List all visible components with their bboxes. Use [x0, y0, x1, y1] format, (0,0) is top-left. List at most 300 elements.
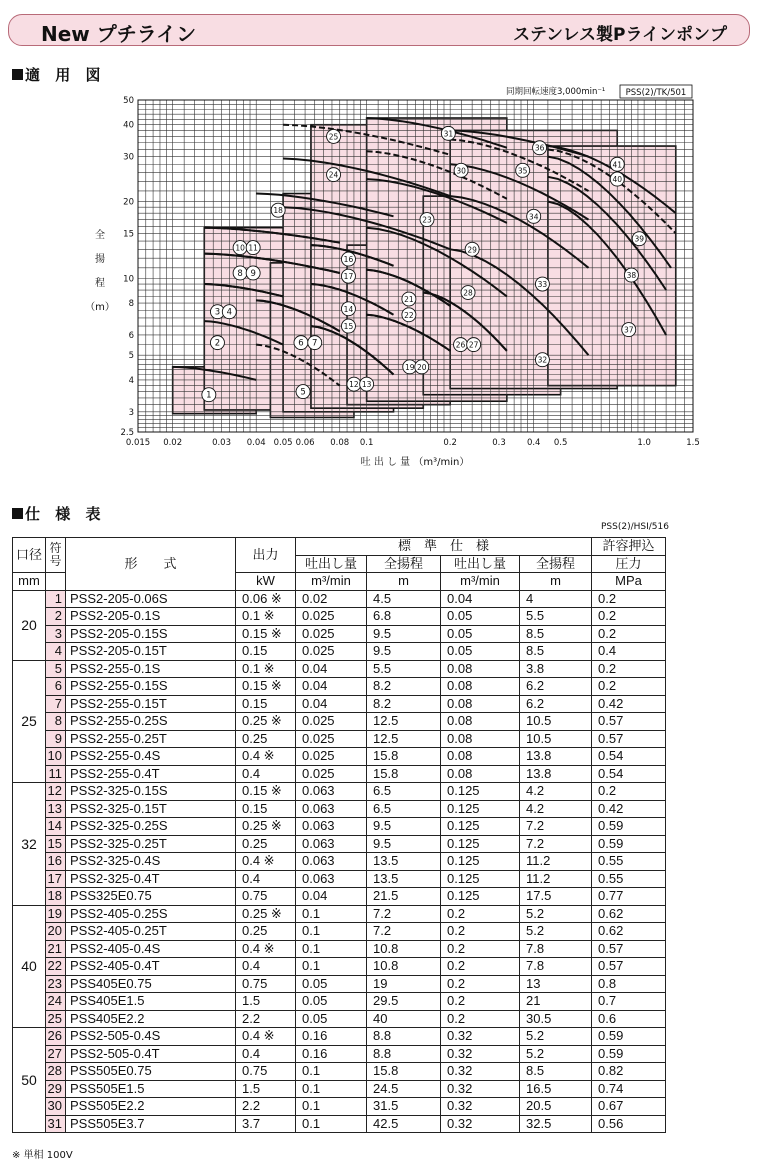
- power-cell: 0.4 ※: [236, 1028, 296, 1046]
- q2-cell: 0.125: [441, 888, 520, 906]
- table-row: [13, 940, 666, 958]
- y-tick-label: 3: [128, 407, 134, 418]
- no-cell: 3: [46, 625, 66, 643]
- model-cell: PSS505E2.2: [66, 1098, 236, 1116]
- model-cell: PSS2-405-0.25S: [66, 905, 236, 923]
- power-cell: 0.75: [236, 975, 296, 993]
- no-cell: 4: [46, 643, 66, 661]
- no-cell: 1: [46, 590, 66, 608]
- curve-label: 3: [214, 307, 221, 318]
- head1-cell: 7.2: [367, 923, 441, 941]
- y-tick-label: 40: [123, 120, 134, 131]
- power-cell: 0.1 ※: [236, 660, 296, 678]
- curve-label: 36: [534, 143, 545, 153]
- model-cell: PSS2-405-0.4S: [66, 940, 236, 958]
- pressure-cell: 0.67: [592, 1098, 666, 1116]
- y-tick-label: 15: [123, 229, 134, 240]
- q1-cell: 0.1: [296, 958, 367, 976]
- no-cell: 5: [46, 660, 66, 678]
- power-cell: 0.25 ※: [236, 818, 296, 836]
- model-cell: PSS2-255-0.4S: [66, 748, 236, 766]
- x-tick-label: 0.05: [273, 438, 293, 448]
- head1-cell: 6.5: [367, 800, 441, 818]
- speed-note: 同期回転速度3,000min⁻¹: [506, 87, 606, 97]
- square-bullet-icon: [12, 508, 23, 519]
- q2-cell: 0.125: [441, 800, 520, 818]
- head1-cell: 10.8: [367, 940, 441, 958]
- curve-label: 29: [467, 245, 477, 255]
- power-cell: 0.15 ※: [236, 783, 296, 801]
- head2-cell: 16.5: [520, 1080, 592, 1098]
- table-row: [13, 783, 666, 801]
- table-row: [13, 748, 666, 766]
- pressure-cell: 0.7: [592, 993, 666, 1011]
- pressure-cell: 0.8: [592, 975, 666, 993]
- head2-cell: 10.5: [520, 713, 592, 731]
- q1-cell: 0.025: [296, 748, 367, 766]
- head1-cell: 9.5: [367, 625, 441, 643]
- head2-cell: 32.5: [520, 1115, 592, 1133]
- pressure-cell: 0.55: [592, 870, 666, 888]
- model-cell: PSS2-205-0.1S: [66, 608, 236, 626]
- pressure-cell: 0.4: [592, 643, 666, 661]
- q1-cell: 0.063: [296, 853, 367, 871]
- table-row: [13, 695, 666, 713]
- q2-cell: 0.32: [441, 1080, 520, 1098]
- table-row: [13, 993, 666, 1011]
- table-row: [13, 975, 666, 993]
- curve-label: 10: [235, 243, 245, 253]
- power-cell: 0.4: [236, 1045, 296, 1063]
- head2-cell: 5.5: [520, 608, 592, 626]
- curve-label: 27: [468, 340, 479, 350]
- header-allow1: 許容押込: [592, 538, 666, 556]
- q2-cell: 0.08: [441, 713, 520, 731]
- x-tick-label: 0.5: [553, 438, 568, 448]
- table-row: [13, 730, 666, 748]
- head1-cell: 24.5: [367, 1080, 441, 1098]
- y-tick-label: 5: [128, 351, 134, 362]
- q2-cell: 0.125: [441, 818, 520, 836]
- no-cell: 19: [46, 905, 66, 923]
- table-row: [13, 853, 666, 871]
- head1-cell: 13.5: [367, 853, 441, 871]
- model-cell: PSS2-405-0.25T: [66, 923, 236, 941]
- head2-cell: 11.2: [520, 870, 592, 888]
- head1-cell: 13.5: [367, 870, 441, 888]
- q1-cell: 0.025: [296, 730, 367, 748]
- x-axis-label: 吐 出 し 量 （m³/min）: [360, 457, 470, 468]
- no-cell: 14: [46, 818, 66, 836]
- pressure-cell: 0.82: [592, 1063, 666, 1081]
- head1-cell: 6.8: [367, 608, 441, 626]
- header-no: 符号: [46, 538, 66, 573]
- header-allow2: 圧力: [592, 555, 666, 573]
- q1-cell: 0.025: [296, 625, 367, 643]
- no-cell: 25: [46, 1010, 66, 1028]
- q1-cell: 0.16: [296, 1045, 367, 1063]
- q1-cell: 0.025: [296, 713, 367, 731]
- model-cell: PSS2-505-0.4S: [66, 1028, 236, 1046]
- head2-cell: 17.5: [520, 888, 592, 906]
- q2-cell: 0.08: [441, 748, 520, 766]
- power-cell: 0.25: [236, 730, 296, 748]
- x-tick-label: 0.06: [295, 438, 315, 448]
- table-row: [13, 608, 666, 626]
- no-cell: 18: [46, 888, 66, 906]
- curve-label: 23: [422, 215, 432, 225]
- q1-cell: 0.04: [296, 678, 367, 696]
- model-cell: PSS2-325-0.15S: [66, 783, 236, 801]
- power-cell: 0.15 ※: [236, 625, 296, 643]
- q1-cell: 0.025: [296, 608, 367, 626]
- table-row: [13, 1098, 666, 1116]
- curve-label: 21: [404, 295, 414, 305]
- q1-cell: 0.05: [296, 1010, 367, 1028]
- head2-cell: 7.8: [520, 958, 592, 976]
- q2-cell: 0.32: [441, 1045, 520, 1063]
- table-row: [13, 590, 666, 608]
- model-cell: PSS2-255-0.1S: [66, 660, 236, 678]
- head2-cell: 8.5: [520, 1063, 592, 1081]
- head1-cell: 42.5: [367, 1115, 441, 1133]
- no-cell: 23: [46, 975, 66, 993]
- q1-cell: 0.04: [296, 888, 367, 906]
- curve-label: 9: [250, 268, 256, 279]
- no-cell: 26: [46, 1028, 66, 1046]
- no-cell: 28: [46, 1063, 66, 1081]
- curve-label: 11: [248, 243, 258, 253]
- q2-cell: 0.2: [441, 905, 520, 923]
- unit-mpa: MPa: [592, 573, 666, 591]
- pressure-cell: 0.59: [592, 835, 666, 853]
- y-tick-label: 30: [123, 152, 134, 163]
- q2-cell: 0.125: [441, 835, 520, 853]
- q2-cell: 0.32: [441, 1098, 520, 1116]
- model-cell: PSS505E1.5: [66, 1080, 236, 1098]
- model-cell: PSS405E2.2: [66, 1010, 236, 1028]
- q2-cell: 0.32: [441, 1063, 520, 1081]
- curve-label: 6: [298, 338, 304, 349]
- model-cell: PSS2-255-0.25T: [66, 730, 236, 748]
- head2-cell: 13: [520, 975, 592, 993]
- head2-cell: 3.8: [520, 660, 592, 678]
- power-cell: 0.1 ※: [236, 608, 296, 626]
- head1-cell: 8.8: [367, 1045, 441, 1063]
- table-row: [13, 1063, 666, 1081]
- curve-label: 34: [528, 212, 539, 222]
- application-chart: [0, 80, 781, 480]
- curve-label: 14: [343, 304, 354, 314]
- no-cell: 17: [46, 870, 66, 888]
- no-cell: 30: [46, 1098, 66, 1116]
- table-row: [13, 643, 666, 661]
- curve-label: 12: [349, 380, 359, 390]
- head2-cell: 4.2: [520, 783, 592, 801]
- curve-label: 2: [214, 338, 221, 349]
- model-cell: PSS2-255-0.4T: [66, 765, 236, 783]
- table-row: [13, 870, 666, 888]
- bore-cell: 50: [13, 1028, 46, 1133]
- curve-label: 35: [517, 166, 528, 176]
- no-cell: 8: [46, 713, 66, 731]
- header-banner: [8, 14, 750, 46]
- head2-cell: 13.8: [520, 765, 592, 783]
- head1-cell: 15.8: [367, 1063, 441, 1081]
- head2-cell: 11.2: [520, 853, 592, 871]
- curve-label: 26: [455, 340, 466, 350]
- pressure-cell: 0.6: [592, 1010, 666, 1028]
- pressure-cell: 0.62: [592, 905, 666, 923]
- power-cell: 0.4 ※: [236, 940, 296, 958]
- model-cell: PSS2-255-0.15T: [66, 695, 236, 713]
- q2-cell: 0.2: [441, 975, 520, 993]
- head1-cell: 5.5: [367, 660, 441, 678]
- square-bullet-icon: [12, 69, 23, 80]
- q2-cell: 0.125: [441, 853, 520, 871]
- pressure-cell: 0.57: [592, 730, 666, 748]
- head2-cell: 21: [520, 993, 592, 1011]
- curve-label: 33: [537, 280, 548, 290]
- model-cell: PSS405E1.5: [66, 993, 236, 1011]
- head1-cell: 12.5: [367, 730, 441, 748]
- unit-m2: m: [520, 573, 592, 591]
- q2-cell: 0.08: [441, 660, 520, 678]
- ref-code: PSS(2)/TK/501: [625, 88, 687, 98]
- no-cell: 9: [46, 730, 66, 748]
- table-row: [13, 800, 666, 818]
- no-cell: 6: [46, 678, 66, 696]
- table-row: [13, 660, 666, 678]
- x-tick-label: 0.03: [212, 438, 232, 448]
- unit-q1: m³/min: [296, 573, 367, 591]
- power-cell: 3.7: [236, 1115, 296, 1133]
- power-cell: 1.5: [236, 1080, 296, 1098]
- head1-cell: 9.5: [367, 818, 441, 836]
- no-cell: 10: [46, 748, 66, 766]
- q1-cell: 0.063: [296, 783, 367, 801]
- table-row: [13, 625, 666, 643]
- pressure-cell: 0.59: [592, 1028, 666, 1046]
- q1-cell: 0.05: [296, 975, 367, 993]
- pressure-cell: 0.2: [592, 783, 666, 801]
- curve-label: 37: [623, 325, 634, 335]
- table-row: [13, 1080, 666, 1098]
- curve-label: 4: [226, 307, 233, 318]
- head2-cell: 6.2: [520, 678, 592, 696]
- head1-cell: 7.2: [367, 905, 441, 923]
- model-cell: PSS2-255-0.15S: [66, 678, 236, 696]
- curve-label: 24: [328, 170, 339, 180]
- header-q2: 吐出し量: [441, 555, 520, 573]
- header-head2: 全揚程: [520, 555, 592, 573]
- no-cell: 13: [46, 800, 66, 818]
- power-cell: 0.15 ※: [236, 678, 296, 696]
- y-tick-label: 6: [128, 330, 134, 341]
- curve-label: 8: [237, 268, 243, 279]
- no-cell: 22: [46, 958, 66, 976]
- power-cell: 0.25: [236, 835, 296, 853]
- head2-cell: 5.2: [520, 923, 592, 941]
- y-tick-label: 2.5: [120, 428, 134, 438]
- header-left-title: New プチライン: [41, 22, 197, 46]
- head2-cell: 7.8: [520, 940, 592, 958]
- table-row: [13, 678, 666, 696]
- no-cell: 29: [46, 1080, 66, 1098]
- curve-label: 38: [626, 271, 637, 281]
- head1-cell: 12.5: [367, 713, 441, 731]
- head2-cell: 8.5: [520, 643, 592, 661]
- q2-cell: 0.05: [441, 608, 520, 626]
- model-cell: PSS405E0.75: [66, 975, 236, 993]
- pressure-cell: 0.54: [592, 748, 666, 766]
- pressure-cell: 0.57: [592, 940, 666, 958]
- q2-cell: 0.125: [441, 870, 520, 888]
- power-cell: 0.15: [236, 800, 296, 818]
- table-row: [13, 835, 666, 853]
- head2-cell: 6.2: [520, 695, 592, 713]
- bore-cell: 20: [13, 590, 46, 660]
- model-cell: PSS325E0.75: [66, 888, 236, 906]
- q2-cell: 0.08: [441, 765, 520, 783]
- power-cell: 1.5: [236, 993, 296, 1011]
- y-tick-label: 8: [128, 299, 134, 310]
- pressure-cell: 0.57: [592, 958, 666, 976]
- head2-cell: 4.2: [520, 800, 592, 818]
- header-standard-spec: 標 準 仕 様: [296, 538, 592, 556]
- chart-section-title: 適 用 図: [12, 64, 105, 85]
- x-tick-label: 0.1: [359, 438, 374, 448]
- pressure-cell: 0.2: [592, 590, 666, 608]
- head1-cell: 15.8: [367, 748, 441, 766]
- header-q1: 吐出し量: [296, 555, 367, 573]
- header-model: 形 式: [66, 538, 236, 591]
- curve-label: 25: [328, 132, 339, 142]
- no-cell: 27: [46, 1045, 66, 1063]
- pressure-cell: 0.59: [592, 818, 666, 836]
- curve-label: 1: [206, 390, 212, 401]
- model-cell: PSS2-255-0.25S: [66, 713, 236, 731]
- power-cell: 0.4: [236, 958, 296, 976]
- spec-table: [12, 537, 666, 1133]
- bore-cell: 25: [13, 660, 46, 783]
- curve-label: 5: [300, 387, 306, 398]
- head1-cell: 6.5: [367, 783, 441, 801]
- head1-cell: 10.8: [367, 958, 441, 976]
- x-tick-label: 0.4: [526, 438, 541, 448]
- head1-cell: 9.5: [367, 643, 441, 661]
- model-cell: PSS2-205-0.06S: [66, 590, 236, 608]
- header-head1: 全揚程: [367, 555, 441, 573]
- curve-label: 22: [404, 310, 414, 320]
- table-row: [13, 1010, 666, 1028]
- q1-cell: 0.063: [296, 818, 367, 836]
- power-cell: 0.4: [236, 765, 296, 783]
- head1-cell: 40: [367, 1010, 441, 1028]
- power-cell: 0.25 ※: [236, 905, 296, 923]
- q1-cell: 0.04: [296, 695, 367, 713]
- y-axis-label: 揚: [95, 254, 105, 265]
- curve-label: 40: [612, 175, 623, 185]
- power-cell: 0.75: [236, 888, 296, 906]
- no-cell: 7: [46, 695, 66, 713]
- q2-cell: 0.04: [441, 590, 520, 608]
- unit-q2: m³/min: [441, 573, 520, 591]
- y-axis-label: 全: [95, 230, 105, 241]
- q1-cell: 0.05: [296, 993, 367, 1011]
- q1-cell: 0.1: [296, 905, 367, 923]
- curve-label: 19: [404, 362, 415, 372]
- pressure-cell: 0.56: [592, 1115, 666, 1133]
- q1-cell: 0.1: [296, 1063, 367, 1081]
- q2-cell: 0.125: [441, 783, 520, 801]
- table-row: [13, 818, 666, 836]
- unit-blank: [46, 573, 66, 591]
- x-tick-label: 1.0: [637, 438, 651, 448]
- power-cell: 2.2: [236, 1010, 296, 1028]
- y-tick-label: 10: [123, 274, 134, 285]
- q1-cell: 0.04: [296, 660, 367, 678]
- pressure-cell: 0.42: [592, 695, 666, 713]
- q1-cell: 0.063: [296, 870, 367, 888]
- model-cell: PSS2-505-0.4T: [66, 1045, 236, 1063]
- x-tick-label: 0.015: [125, 438, 151, 448]
- x-tick-label: 0.08: [330, 438, 350, 448]
- pressure-cell: 0.74: [592, 1080, 666, 1098]
- curve-label: 13: [361, 380, 372, 390]
- head2-cell: 30.5: [520, 1010, 592, 1028]
- pressure-cell: 0.2: [592, 625, 666, 643]
- pressure-cell: 0.62: [592, 923, 666, 941]
- y-axis-label: 程: [95, 278, 105, 289]
- table-row: [13, 1028, 666, 1046]
- q2-cell: 0.08: [441, 678, 520, 696]
- power-cell: 0.15: [236, 695, 296, 713]
- curve-label: 32: [537, 355, 548, 365]
- head1-cell: 9.5: [367, 835, 441, 853]
- curve-label: 41: [612, 160, 623, 170]
- head2-cell: 5.2: [520, 1045, 592, 1063]
- q1-cell: 0.1: [296, 1080, 367, 1098]
- no-cell: 12: [46, 783, 66, 801]
- q2-cell: 0.05: [441, 625, 520, 643]
- x-tick-label: 1.5: [686, 438, 700, 448]
- power-cell: 0.4 ※: [236, 853, 296, 871]
- model-cell: PSS2-325-0.25T: [66, 835, 236, 853]
- head2-cell: 5.2: [520, 905, 592, 923]
- q1-cell: 0.1: [296, 1098, 367, 1116]
- head2-cell: 5.2: [520, 1028, 592, 1046]
- curve-label: 30: [456, 166, 466, 176]
- head2-cell: 8.5: [520, 625, 592, 643]
- pressure-cell: 0.55: [592, 853, 666, 871]
- model-cell: PSS2-205-0.15S: [66, 625, 236, 643]
- bore-cell: 40: [13, 905, 46, 1028]
- curve-label: 18: [273, 206, 283, 216]
- table-row: [13, 1045, 666, 1063]
- power-cell: 0.25 ※: [236, 713, 296, 731]
- pressure-cell: 0.59: [592, 1045, 666, 1063]
- table-row: [13, 888, 666, 906]
- head1-cell: 19: [367, 975, 441, 993]
- header-right-title: ステンレス製Pラインポンプ: [513, 25, 727, 45]
- curve-label: 17: [343, 272, 354, 282]
- header-power: 出力: [236, 538, 296, 573]
- head1-cell: 4.5: [367, 590, 441, 608]
- q2-cell: 0.32: [441, 1028, 520, 1046]
- no-cell: 31: [46, 1115, 66, 1133]
- curve-label: 28: [463, 288, 473, 298]
